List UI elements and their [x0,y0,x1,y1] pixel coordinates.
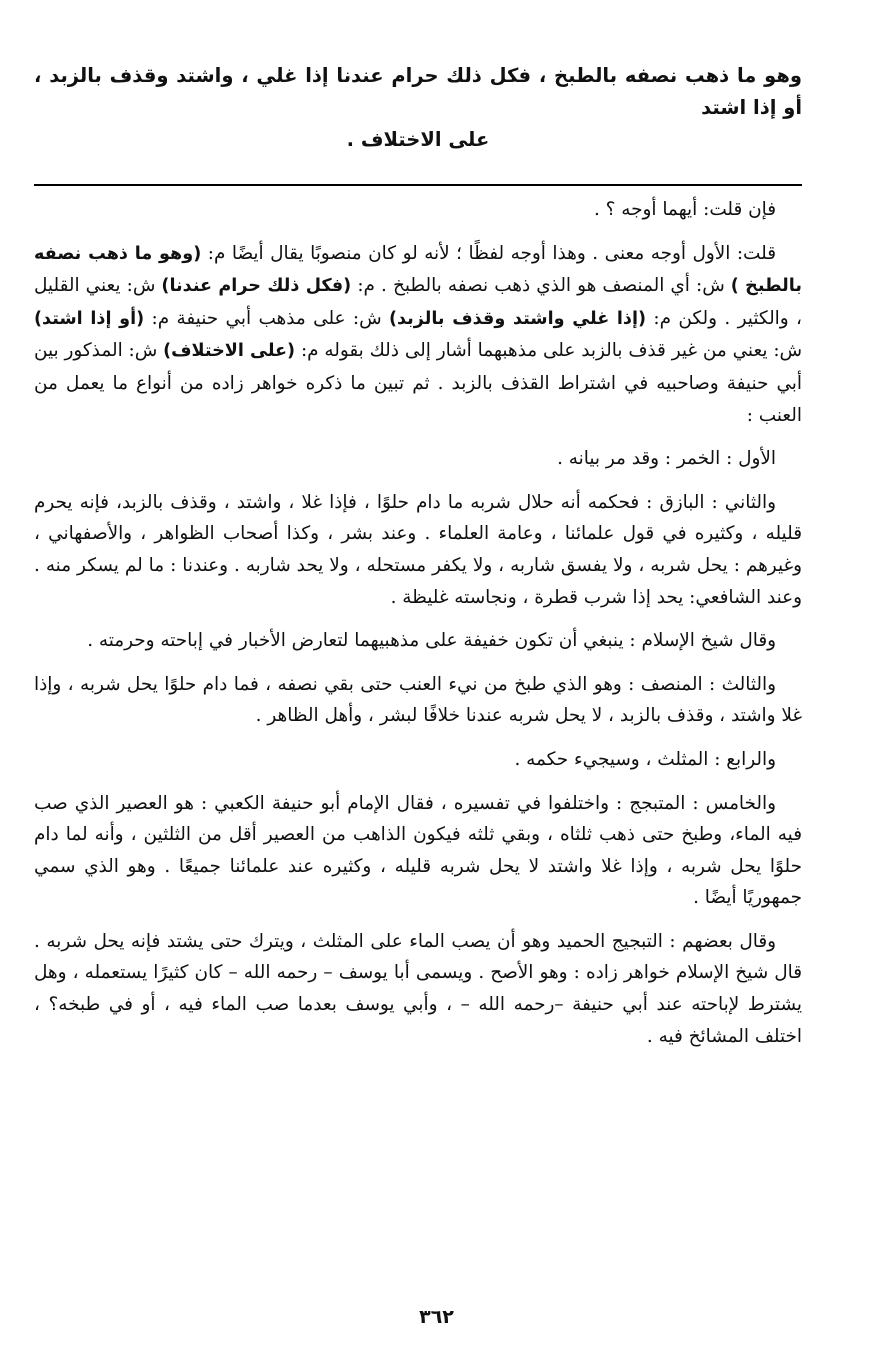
commentary-paragraph-5: وقال شيخ الإسلام : ينبغي أن تكون خفيفة على مذهبيهما لتعارض الأخبار في إباحته وحرمته . [87,630,776,652]
page-body [34,60,802,1052]
separator-rule [34,184,802,186]
commentary-text: ش: المذكور بين أبي حنيفة وصاحبيه في اشتراط القذف بالزبد . ثم تبين ما ذكره خواهر زاده من أنواع ما يعمل من العنب : [34,340,802,426]
commentary-text: ش: يعني من غير قذف بالزبد على مذهبهما أشار إلى ذلك بقوله م: [295,340,802,362]
commentary-paragraph-2 [34,238,802,432]
commentary-paragraph-4: والثاني : البازق : فحكمه أنه حلال شربه ما دام حلوًا ، فإذا غلا ، واشتد ، وقذف بالزبد، فإنه يحرم قليله ، وكثيره في قول علمائنا ، وعامة العلماء . وعند بشر ، وكذا أصحاب الظواهر ، والأصفهاني ، وغيرهم : يحل شربه ، ولا يفسق شاربه ، ولا يكفر مستحله ، ولا يحد شاربه . وعندنا : ما لم يسكر منه . وعند الشافعي: يحد إذا شرب قطرة ، ونجاسته غليظة . [34,491,802,608]
commentary-text: ش: يعني القليل ، والكثير . ولكن م: [34,275,802,329]
commentary-paragraph-1: فإن قلت: أيهما أوجه ؟ . [593,199,776,220]
commentary-paragraph-6: والثالث : المنصف : وهو الذي طبخ من نيء العنب حتى بقي نصفه ، فما دام حلوًا يحل شربه ، وإذا غلا واشتد ، وقذف بالزبد ، لا يحل شربه عندنا خلافًا لبشر ، وأهل الظاهر . [34,673,802,727]
matn-quote: (وهو ما ذهب نصفه بالطبخ ) [34,243,803,297]
commentary-paragraph-3: الأول : الخمر : وقد مر بيانه . [557,448,776,470]
page-number: ٣٦٢ [419,1306,454,1328]
commentary-paragraph-9: وقال بعضهم : التبجيج الحميد وهو أن يصب الماء على المثلث ، ويترك حتى يشتد فإنه يحل شربه . قال شيخ الإسلام خواهر زاده : وهو الأصح . ويسمى أبا يوسف – رحمه الله – كان كثيرًا يستعمله ، وهل يشترط لإباحته عند أبي حنيفة –رحمه الله – ، وأبي يوسف بعدما صب الماء فيه ، أو في طبخه؟ ، اختلف المشائخ فيه . [34,930,802,1047]
matn-quote: (إذا غلي واشتد وقذف بالزبد) [388,308,647,329]
matn-quote: (فكل ذلك حرام عندنا) [161,276,352,297]
matn-quote: (على الاختلاف) [163,341,296,362]
commentary-paragraph-8: والخامس : المتبجج : واختلفوا في تفسيره ، فقال الإمام أبو حنيفة الكعبي : هو العصير الذي صب فيه الماء، وطبخ حتى ذهب ثلثاه ، وبقي ثلثه فيكون الذاهب من العصير أقل من الثلثين ، وأنه لما دام حلوًا يحل شربه ، وإذا غلا واشتد لا يحل شربه قليله ، وكثيره عند علمائنا جميعًا . وهو الذي سمي جمهوريًا أيضًا . [34,792,802,909]
matn-line-1: وهو ما ذهب نصفه بالطبخ ، فكل ذلك حرام عندنا إذا غلي ، واشتد وقذف بالزبد ، أو إذا اشتد [34,64,802,119]
commentary-text: ش: أي المنصف هو الذي ذهب نصفه بالطبخ . م: [351,275,731,297]
matn-text [34,60,802,156]
matn-line-2: على الاختلاف . [346,128,490,151]
matn-quote: (أو إذا اشتد) [34,308,145,329]
commentary-text: ش: على مذهب أبي حنيفة م: [144,307,389,329]
commentary-text: قلت: الأول أوجه معنى . وهذا أوجه لفظًا ؛ لأنه لو كان منصوبًا يقال أيضًا م: [201,242,776,264]
commentary-paragraph-7: والرابع : المثلث ، وسيجيء حكمه . [514,748,776,770]
